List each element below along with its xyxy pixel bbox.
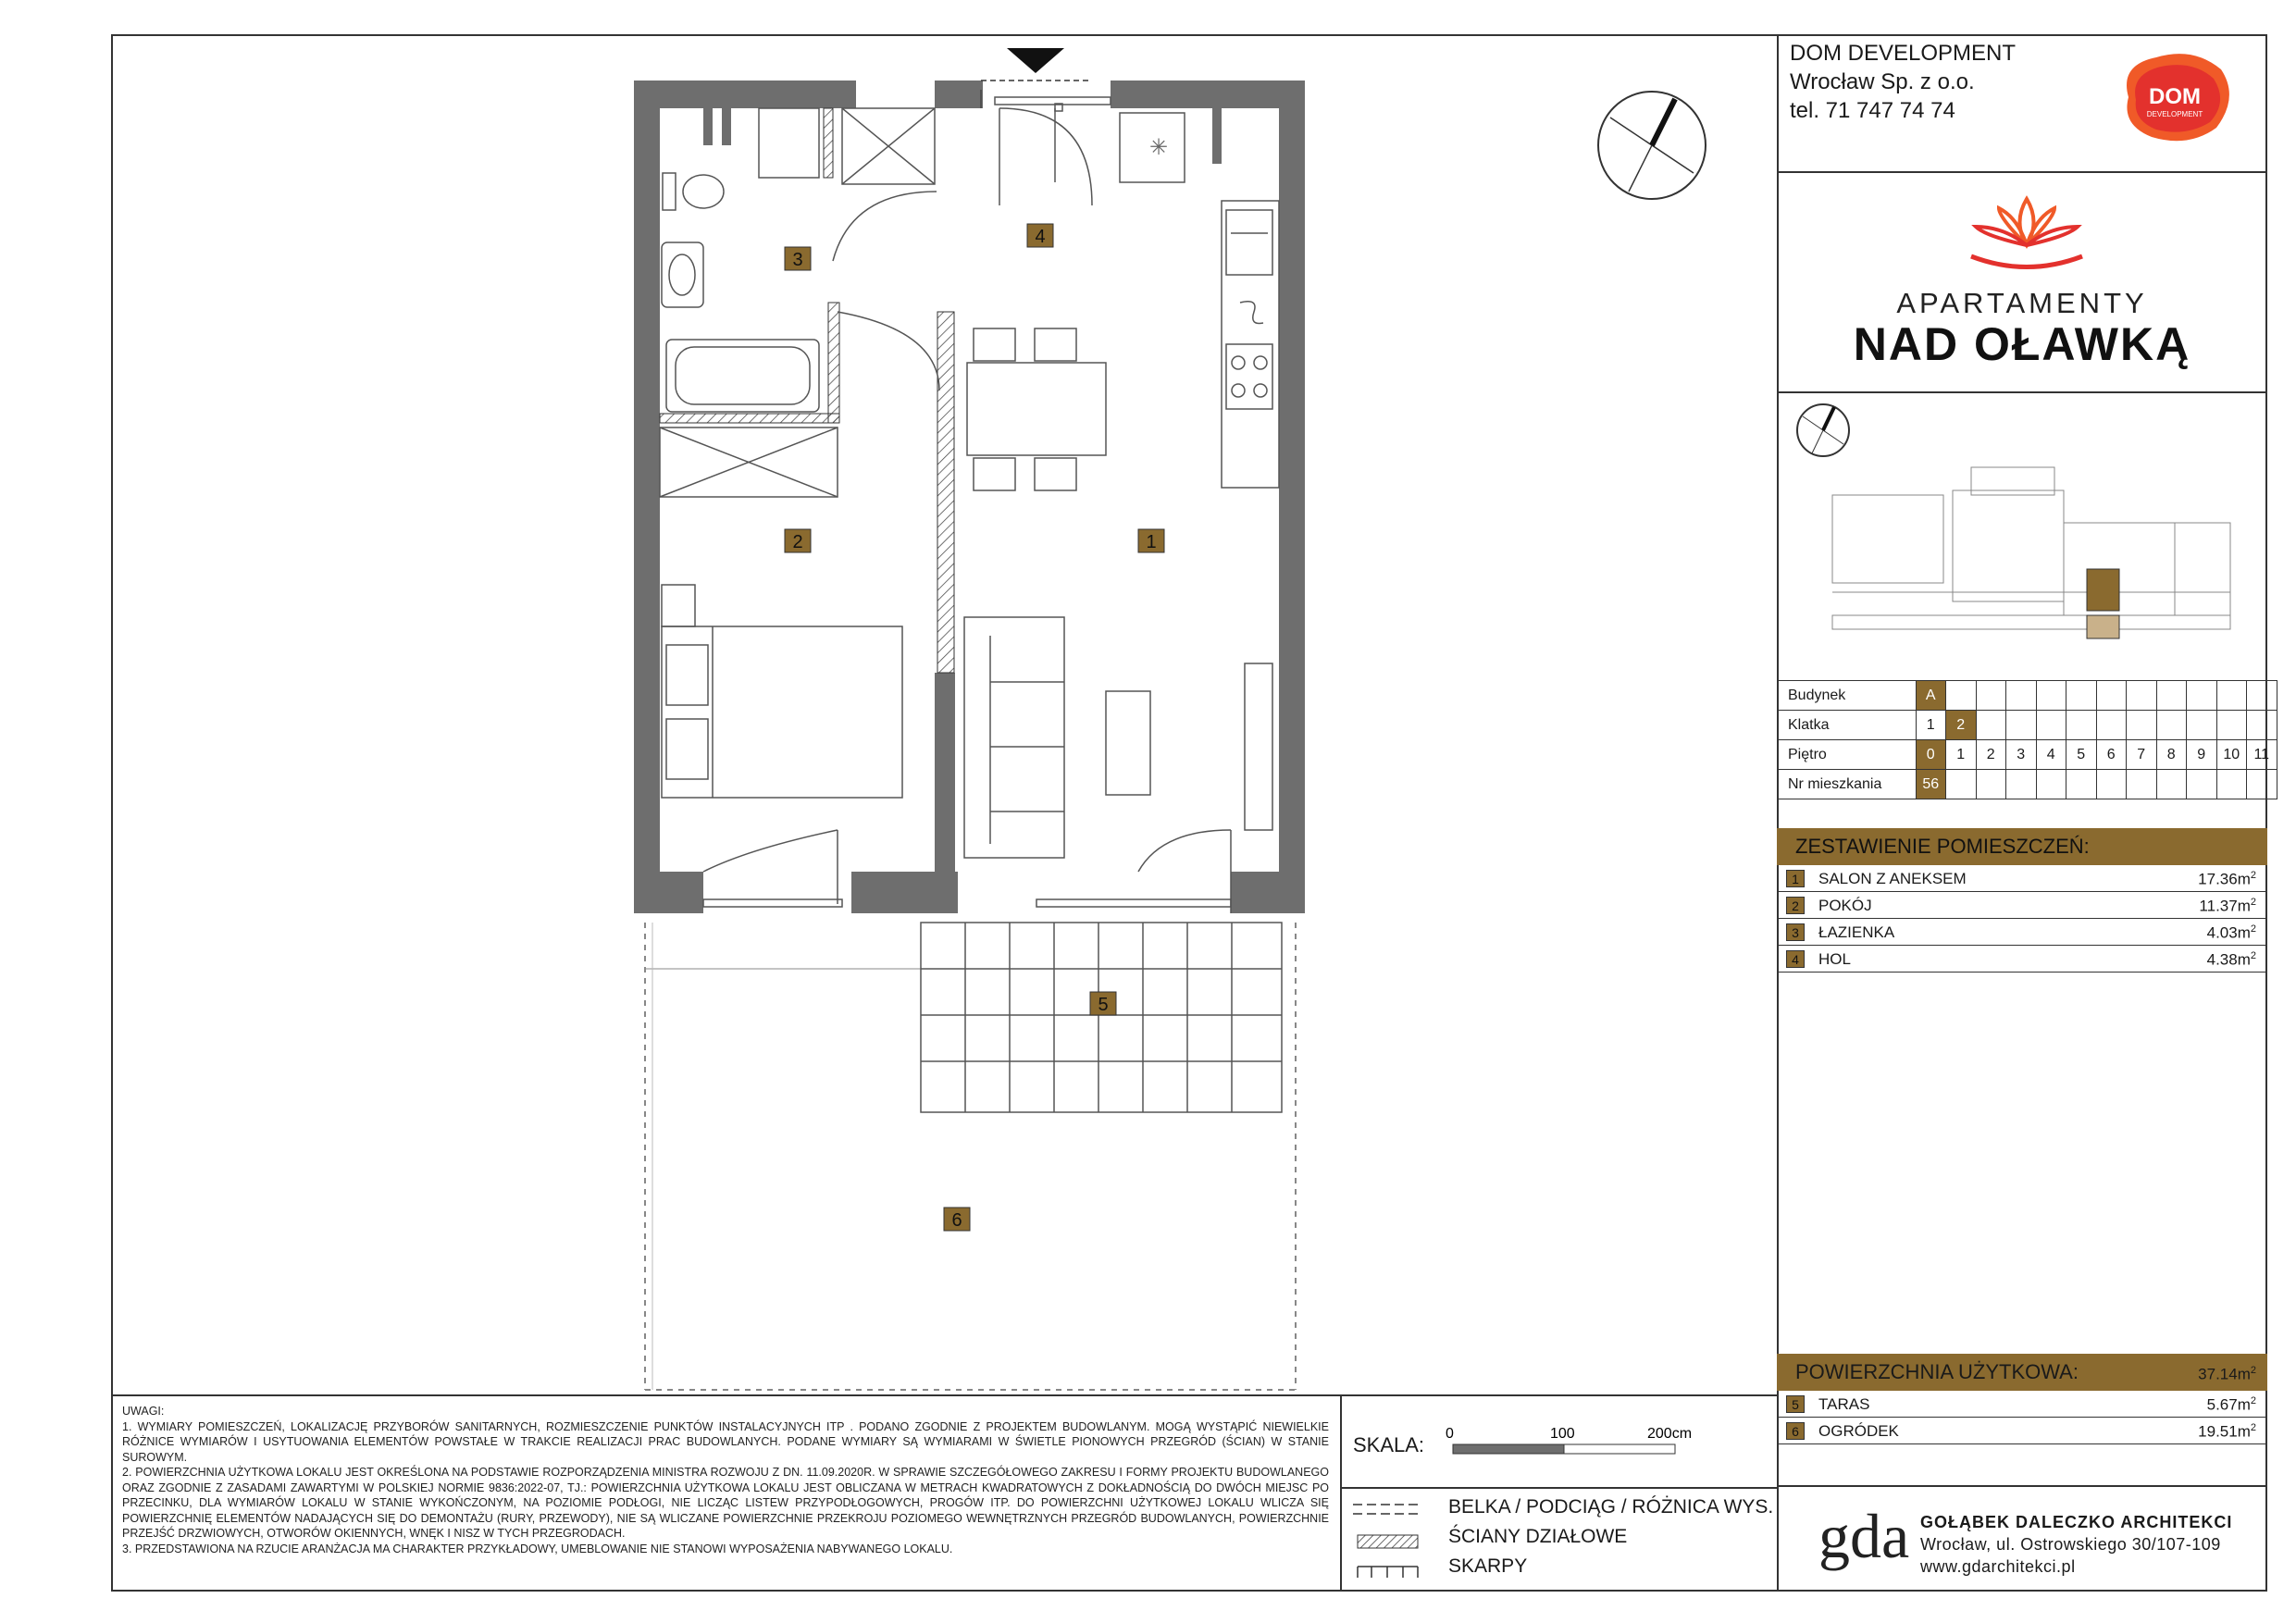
project-brand (1777, 176, 2267, 389)
extra-name: TARAS (1818, 1395, 1870, 1413)
building-key-plan (1777, 393, 2267, 671)
room-row (1777, 865, 2267, 892)
location-cell (2216, 681, 2247, 711)
location-cell (2187, 770, 2217, 799)
room-num: 4 (1786, 950, 1805, 968)
location-cell: 8 (2156, 740, 2187, 770)
room-tag-2 (785, 529, 811, 552)
extra-row (1777, 1418, 2267, 1444)
notes-section (111, 1394, 1342, 1592)
location-cell (2036, 770, 2066, 799)
svg-text:0: 0 (1446, 1426, 1454, 1442)
note-3: 3. PRZEDSTAWIONA NA RZUCIE ARANŻACJA MA CHARAKTER PRZYKŁADOWY, UMEBLOWANIE NIE STANOWI WYPOSAŻENIA NABYWANEGO LOKALU. (122, 1542, 953, 1555)
extra-row (1777, 1391, 2267, 1418)
terrace-tiles (921, 923, 1282, 1112)
room-area: $17.36m^2$ (2198, 870, 2256, 888)
location-label: Budynek (1777, 681, 1916, 711)
extra-area: $5.67m^2$ (2206, 1395, 2256, 1414)
location-cell: 2 (1976, 740, 2006, 770)
room-area: $11.37m^2$ (2199, 897, 2256, 915)
location-cell (2127, 770, 2157, 799)
svg-text:5: 5 (1098, 995, 1109, 1015)
location-cell (2127, 681, 2157, 711)
location-row (1777, 770, 2277, 799)
architect-address: Wrocław, ul. Ostrowskiego 30/107-109 (1920, 1535, 2221, 1554)
room-tag-1 (1138, 529, 1164, 552)
location-cell: 3 (2006, 740, 2037, 770)
divider (1777, 171, 2267, 173)
location-cell: 11 (2247, 740, 2277, 770)
svg-text:DOM: DOM (2149, 84, 2201, 109)
location-cell: 0 (1916, 740, 1946, 770)
usable-area-header (1777, 1354, 2267, 1391)
svg-text:100: 100 (1550, 1426, 1575, 1442)
location-cell (1976, 711, 2006, 740)
svg-text:gda: gda (1818, 1501, 1910, 1571)
location-cell (2096, 681, 2127, 711)
room-tag-6 (944, 1208, 970, 1231)
rooms-header: ZESTAWIENIE POMIESZCZEŃ: (1777, 828, 2267, 865)
dom-development-logo (2110, 46, 2240, 148)
room-number-tags (785, 224, 1164, 1231)
location-cell: 6 (2096, 740, 2127, 770)
hall (833, 97, 1185, 390)
location-cell: 10 (2216, 740, 2247, 770)
location-cell (1976, 770, 2006, 799)
room-row (1777, 946, 2267, 973)
floor-plan-drawing (111, 34, 1777, 1394)
location-cell (2006, 770, 2037, 799)
location-cell: 56 (1916, 770, 1946, 799)
room-num: 1 (1786, 870, 1805, 887)
legend (1342, 1487, 1777, 1592)
location-cell (2247, 711, 2277, 740)
svg-text:3: 3 (792, 250, 803, 270)
extra-num: 6 (1786, 1422, 1805, 1440)
legend-partition: ŚCIANY DZIAŁOWE (1448, 1526, 1628, 1547)
legend-beam: BELKA / PODCIĄG / RÓŻNICA WYS. (1448, 1496, 1774, 1518)
company-city: Wrocław Sp. z o.o. (1790, 69, 1975, 94)
usable-area-label: POWIERZCHNIA UŻYTKOWA: (1795, 1360, 2079, 1383)
location-cell (2216, 770, 2247, 799)
entrance-arrow-icon (1007, 48, 1064, 73)
kitchen (1222, 201, 1279, 488)
room-tag-5 (1090, 992, 1116, 1015)
usable-area-total: $37.14m^2$ (2198, 1365, 2256, 1383)
legend-symbols (1353, 1500, 1427, 1583)
location-cell (2006, 711, 2037, 740)
north-arrow-icon (1598, 92, 1706, 199)
notes-title: UWAGI: (122, 1405, 165, 1418)
location-cell (2127, 711, 2157, 740)
room-area: $4.03m^2$ (2206, 923, 2256, 942)
room-num: 3 (1786, 923, 1805, 941)
room-name: SALON Z ANEKSEM (1818, 870, 1967, 887)
bedroom-furniture (662, 585, 902, 907)
location-cell: 4 (2036, 740, 2066, 770)
room-name: POKÓJ (1818, 897, 1872, 914)
scale-label: SKALA: (1353, 1433, 1425, 1456)
location-cell (2187, 711, 2217, 740)
architect-info (1920, 1511, 2232, 1578)
location-cell (2156, 711, 2187, 740)
location-cell (2247, 681, 2277, 711)
location-label: Nr mieszkania (1777, 770, 1916, 799)
svg-text:DEVELOPMENT: DEVELOPMENT (2146, 110, 2203, 118)
living-room (964, 617, 1272, 913)
location-label: Klatka (1777, 711, 1916, 740)
architect-name: GOŁĄBEK DALECZKO ARCHITEKCI (1920, 1513, 2233, 1531)
svg-text:6: 6 (951, 1210, 962, 1231)
note-2: 2. POWIERZCHNIA UŻYTKOWA LOKALU JEST OKREŚLONA NA PODSTAWIE ROZPORZĄDZENIA MINISTRA ROZWOJU Z DN. 11.09.2020R. W SPRAWIE SZCZEGÓŁOWEGO ZAKRESU I FORMY PROJEKTU BUDOWLANEGO ORAZ ZGODNIE Z ZASADAMI ZAWARTYMI W POLSKIEJ NORMIE 9836:2022-07, TJ.: POWIERZCHNIA UŻYTKOWA LOKALU JEST OBLICZANA W METRACH KWADRATOWYCH Z DOKŁADNOŚCIĄ DO DWÓCH MIEJSC PO PRZECINKU, DLA WYMIARÓW LOKALU W STANIE WYKOŃCZONYM, NA POZIOMIE PODŁOGI, NIE LICZĄC LISTEW PRZYPODŁOGOWYCH, PROGÓW ITP. DO POWIERZCHNI UŻYTKOWEJ LOKALU WLICZA SIĘ POWIERZCHNIĘ ELEMENTÓW NADAJĄCYCH SIĘ DO DEMONTAŻU (RURY, PRZEWODY), NIE SĄ WLICZANE POWIERZCHNIE PRZEKROJU POZIOMEGO WEWNĘTRZNYCH PRZEGRÓD BUDOWLANYCH, POWIERZCHNIE PRZEJŚĆ DRZWIOWYCH, OTWORÓW OKIENNYCH, WNĘK I NISZ W TYCH PRZEGRODACH. (122, 1466, 1329, 1540)
location-table (1777, 680, 2277, 799)
svg-text:4: 4 (1035, 227, 1046, 247)
legend-slopes: SKARPY (1448, 1555, 1528, 1577)
room-area: $4.38m^2$ (2206, 950, 2256, 969)
location-cell (1976, 681, 2006, 711)
svg-text:2: 2 (792, 532, 803, 552)
location-cell (2156, 681, 2187, 711)
location-cell: 1 (1916, 711, 1946, 740)
location-row (1777, 681, 2277, 711)
location-cell: 2 (1946, 711, 1977, 740)
divider (1777, 1485, 2267, 1487)
location-cell (2006, 681, 2037, 711)
room-num: 2 (1786, 897, 1805, 914)
location-cell: 1 (1946, 740, 1977, 770)
lotus-logo-icon (1962, 190, 2091, 282)
room-tag-3 (785, 247, 811, 270)
location-cell (2066, 770, 2097, 799)
extra-area: $19.51m^2$ (2198, 1422, 2256, 1441)
location-cell (2036, 711, 2066, 740)
location-cell: 7 (2127, 740, 2157, 770)
location-cell: 9 (2187, 740, 2217, 770)
brand-subtitle: APARTAMENTY (1896, 287, 2148, 319)
scale-bar (1444, 1424, 1721, 1466)
location-label: Piętro (1777, 740, 1916, 770)
svg-text:✳: ✳ (1149, 135, 1169, 160)
location-cell (2066, 711, 2097, 740)
architect-logo (1814, 1494, 1934, 1587)
svg-text:200cm: 200cm (1647, 1426, 1693, 1442)
location-cell (2066, 681, 2097, 711)
location-cell (1946, 770, 1977, 799)
location-cell (2156, 770, 2187, 799)
shower (660, 108, 935, 497)
location-cell: A (1916, 681, 1946, 711)
location-cell (2247, 770, 2277, 799)
location-row (1777, 711, 2277, 740)
svg-text:1: 1 (1146, 532, 1157, 552)
location-cell: 5 (2066, 740, 2097, 770)
scale-section (1342, 1394, 1777, 1487)
room-row (1777, 892, 2267, 919)
location-row (1777, 740, 2277, 770)
garden-area (645, 923, 1296, 1390)
room-name: HOL (1818, 950, 1851, 968)
architect-web[interactable]: www.gdarchitekci.pl (1920, 1557, 2076, 1576)
location-cell (2216, 711, 2247, 740)
floor-plan (111, 34, 1777, 1394)
location-cell (2096, 711, 2127, 740)
key-plan-compass-icon (1797, 404, 1849, 456)
brand-title: NAD OŁAWKĄ (1853, 318, 2191, 370)
extra-name: OGRÓDEK (1818, 1422, 1899, 1440)
room-name: ŁAZIENKA (1818, 923, 1895, 941)
location-cell (2096, 770, 2127, 799)
note-1: 1. WYMIARY POMIESZCZEŃ, LOKALIZACJĘ PRZYBORÓW SANITARNYCH, ROZMIESZCZENIE PUNKTÓW INSTALACYJNYCH ITP . PODANO ZGODNIE Z PROJEKTEM BUDOWLANYM. MOGĄ WYSTĄPIĆ NIEWIELKIE RÓŻNICE WYMIARÓW I USYTUOWANIA ELEMENTÓW POWSTAŁE W TRAKCIE REALIZACJI PRAC BUDOWLANYCH. PODANE WYMIARY SĄ WYMIARAMI W ŚWIETLE PIONOWYCH PRZEGRÓD (ŚCIAN) W STANIE SUROWYM. (122, 1419, 1329, 1464)
company-info (1790, 39, 2016, 125)
room-tag-4 (1027, 224, 1053, 247)
company-phone: tel. 71 747 74 74 (1790, 98, 1955, 123)
location-cell (2036, 681, 2066, 711)
company-name: DOM DEVELOPMENT (1790, 41, 2017, 66)
room-row (1777, 919, 2267, 946)
dining (967, 328, 1106, 490)
location-cell (1946, 681, 1977, 711)
location-cell (2187, 681, 2217, 711)
extra-num: 5 (1786, 1395, 1805, 1413)
